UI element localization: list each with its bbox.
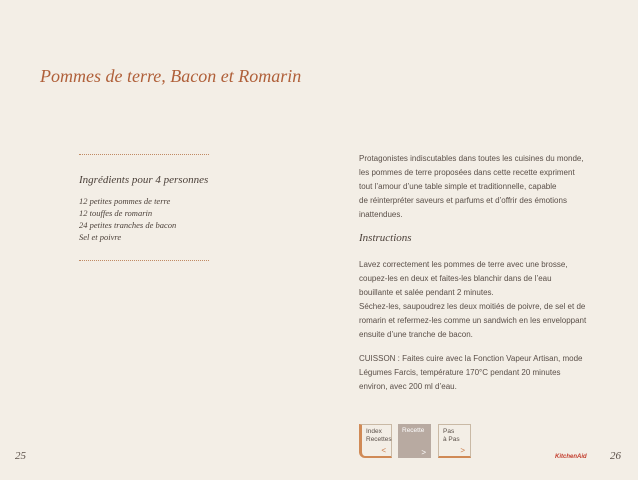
instruction-line: romarin et refermez-les comme un sandwich en les enveloppant	[359, 316, 587, 325]
instruction-line: ensuite d’une tranche de bacon.	[359, 330, 473, 339]
intro-line: les pommes de terre proposées dans cette recette expriment	[359, 168, 575, 177]
chevron-right-icon: >	[421, 448, 426, 457]
intro-line: Protagonistes indiscutables dans toutes les cuisines du monde,	[359, 154, 584, 163]
page-title: Pommes de terre, Bacon et Romarin	[40, 66, 302, 86]
cooking-line: environ, avec 200 ml d’eau.	[359, 382, 457, 391]
ingredient-item: Sel et poivre	[79, 232, 122, 242]
index-label: Index	[366, 428, 382, 435]
step-by-step-button[interactable]	[438, 424, 471, 458]
intro-line: inattendues.	[359, 210, 403, 219]
divider-top	[79, 154, 209, 155]
cooking-line: CUISSON : Faites cuire avec la Fonction Vapeur Artisan, mode	[359, 354, 583, 363]
instruction-line: bouillante et salée pendant 2 minutes.	[359, 288, 494, 297]
instruction-line: coupez-les en deux et faites-les blanchir dans de l’eau	[359, 274, 552, 283]
divider-bottom	[79, 260, 209, 261]
recipe-tab-button[interactable]	[398, 424, 431, 458]
recipe-label: Recette	[402, 427, 425, 434]
intro-paragraph	[359, 152, 609, 222]
instruction-line: Lavez correctement les pommes de terre avec une brosse,	[359, 260, 568, 269]
intro-line: tout l’amour d’une table simple et traditionnelle, capable	[359, 182, 557, 191]
step-label: Pas	[443, 428, 455, 435]
cooking-line: Légumes Farcis, température 170°C pendant 20 minutes	[359, 368, 561, 377]
ingredients-heading: Ingrédients pour 4 personnes	[79, 174, 209, 186]
page-number-left: 25	[15, 450, 26, 462]
instruction-line: Séchez-les, saupoudrez les deux moitiés de poivre, de sel et de	[359, 302, 586, 311]
index-recipes-button[interactable]	[359, 424, 392, 458]
brand-logo: KitchenAid	[555, 454, 587, 460]
intro-line: de réinterpréter saveurs et parfums et d’offrir des émotions	[359, 196, 567, 205]
page-number-right: 26	[610, 450, 621, 462]
ingredient-item: 12 touffes de romarin	[79, 208, 153, 218]
ingredient-item: 24 petites tranches de bacon	[79, 220, 177, 230]
instructions-heading: Instructions	[359, 232, 412, 244]
chevron-left-icon: <	[381, 446, 386, 455]
chevron-right-icon: >	[460, 446, 465, 455]
instructions-text	[359, 258, 609, 394]
recipes-label: Recettes	[366, 436, 392, 443]
step-label-2: à Pas	[443, 436, 460, 443]
ingredients-list	[79, 195, 176, 243]
ingredient-item: 12 petites pommes de terre	[79, 196, 171, 206]
